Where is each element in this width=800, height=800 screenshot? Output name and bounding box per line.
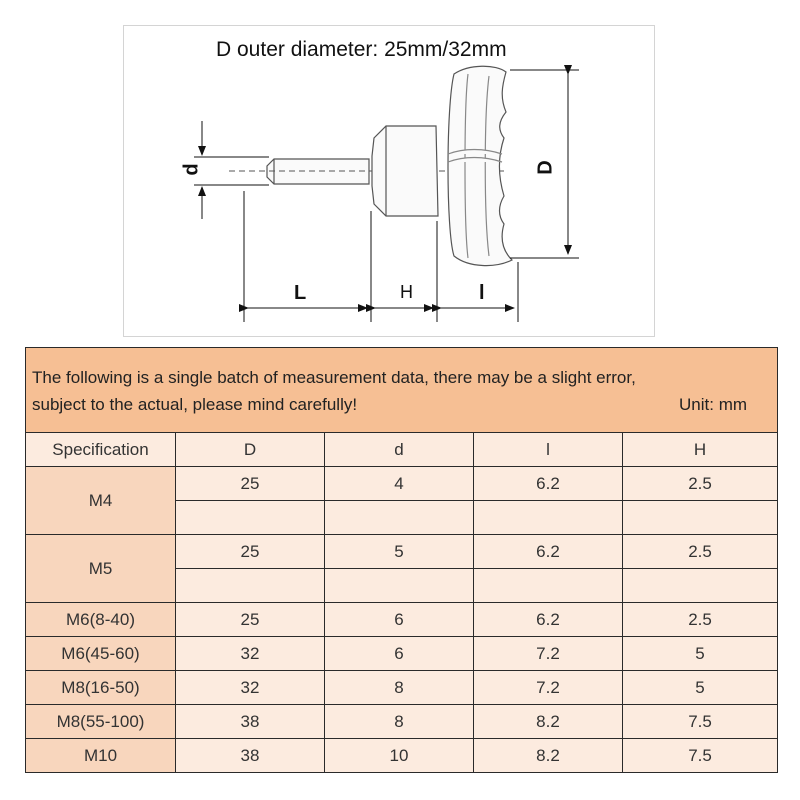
unit-label: Unit: mm xyxy=(679,395,748,414)
value-cell: 38 xyxy=(176,705,325,739)
value-cell: 8.2 xyxy=(474,739,623,773)
value-cell: 25 xyxy=(176,467,325,501)
value-cell: 7.5 xyxy=(623,739,778,773)
spec-cell: M10 xyxy=(26,739,176,773)
table-row xyxy=(26,535,778,569)
value-cell: 2.5 xyxy=(623,535,778,569)
value-cell: 7.2 xyxy=(474,671,623,705)
technical-drawing xyxy=(123,25,655,337)
empty-cell xyxy=(325,501,474,535)
value-cell: 32 xyxy=(176,671,325,705)
spec-cell: M8(16-50) xyxy=(26,671,176,705)
table-row xyxy=(26,467,778,501)
collar xyxy=(372,126,438,216)
knob-screw-diagram xyxy=(124,26,656,338)
d-dimension xyxy=(194,121,269,219)
table-row xyxy=(26,637,778,671)
value-cell: 38 xyxy=(176,739,325,773)
header-H: H xyxy=(623,433,778,467)
drawing-title: D outer diameter: 25mm/32mm xyxy=(216,38,507,61)
label-L: L xyxy=(294,282,307,304)
note-line-2-text: subject to the actual, please mind carefully! xyxy=(32,395,358,414)
value-cell: 5 xyxy=(623,637,778,671)
empty-cell xyxy=(623,569,778,603)
label-D: D xyxy=(534,160,557,175)
header-specification: Specification xyxy=(26,433,176,467)
label-l: l xyxy=(479,282,485,304)
spec-cell: M8(55-100) xyxy=(26,705,176,739)
table-row xyxy=(26,603,778,637)
value-cell: 32 xyxy=(176,637,325,671)
empty-cell xyxy=(474,501,623,535)
value-cell: 5 xyxy=(325,535,474,569)
empty-cell xyxy=(176,569,325,603)
label-H: H xyxy=(400,282,413,302)
note-line-2 xyxy=(32,391,771,418)
note-row xyxy=(26,348,778,433)
empty-cell xyxy=(176,501,325,535)
star-knob-head xyxy=(448,66,512,265)
header-row xyxy=(26,433,778,467)
specification-table xyxy=(25,347,778,773)
label-d: d xyxy=(180,163,203,176)
value-cell: 8 xyxy=(325,705,474,739)
value-cell: 7.2 xyxy=(474,637,623,671)
spec-cell: M4 xyxy=(26,467,176,535)
value-cell: 6.2 xyxy=(474,467,623,501)
table-row xyxy=(26,739,778,773)
header-D: D xyxy=(176,433,325,467)
value-cell: 4 xyxy=(325,467,474,501)
value-cell: 5 xyxy=(623,671,778,705)
value-cell: 8 xyxy=(325,671,474,705)
empty-cell xyxy=(474,569,623,603)
measurement-note xyxy=(26,348,778,433)
spec-cell: M6(8-40) xyxy=(26,603,176,637)
value-cell: 6 xyxy=(325,637,474,671)
header-d: d xyxy=(325,433,474,467)
value-cell: 7.5 xyxy=(623,705,778,739)
empty-cell xyxy=(325,569,474,603)
value-cell: 10 xyxy=(325,739,474,773)
spec-cell: M5 xyxy=(26,535,176,603)
header-l: l xyxy=(474,433,623,467)
spec-cell: M6(45-60) xyxy=(26,637,176,671)
value-cell: 6 xyxy=(325,603,474,637)
value-cell: 2.5 xyxy=(623,467,778,501)
table-row xyxy=(26,705,778,739)
value-cell: 25 xyxy=(176,535,325,569)
value-cell: 6.2 xyxy=(474,535,623,569)
table-row xyxy=(26,671,778,705)
value-cell: 2.5 xyxy=(623,603,778,637)
value-cell: 25 xyxy=(176,603,325,637)
value-cell: 6.2 xyxy=(474,603,623,637)
empty-cell xyxy=(623,501,778,535)
value-cell: 8.2 xyxy=(474,705,623,739)
note-line-1: The following is a single batch of measurement data, there may be a slight error, xyxy=(32,368,636,387)
